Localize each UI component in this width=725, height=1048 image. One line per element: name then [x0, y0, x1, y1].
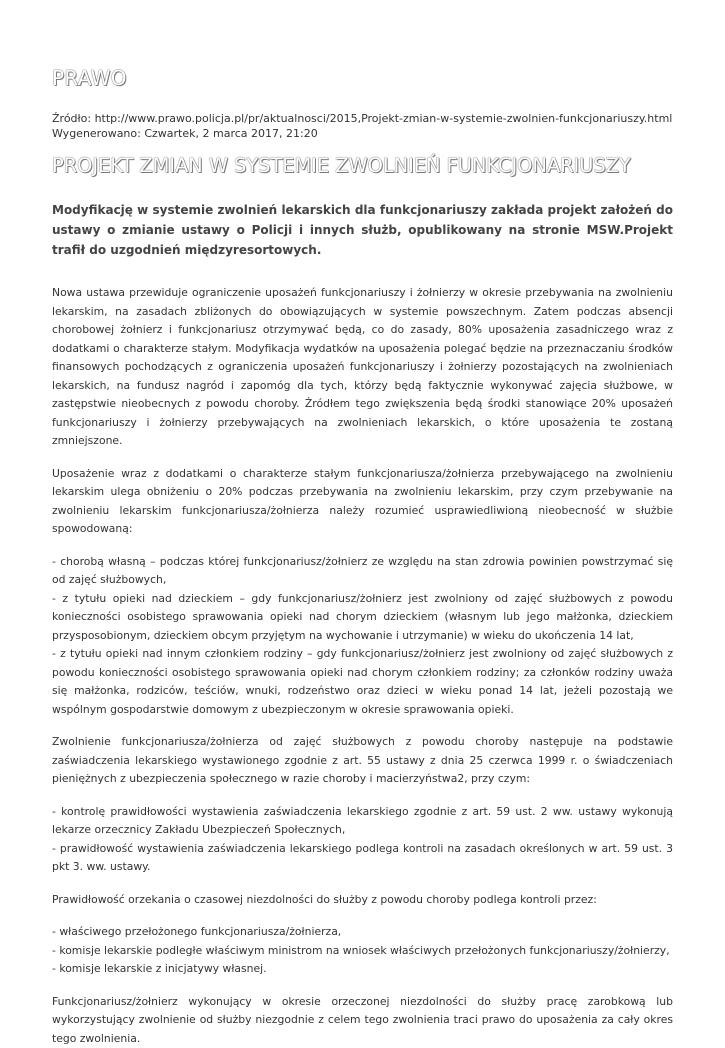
paragraph-4: Prawidłowość orzekania o czasowej niezdolności do służby z powodu choroby podlega kontroli przez: [52, 891, 673, 910]
paragraph-5: Funkcjonariusz/żołnierz wykonujący w okresie orzeczonej niezdolności do służby pracę zarobkową lub wykorzystujący zwolnienie od służby niezgodnie z celem tego zwolnienia traci prawo do uposażenia za cały okres tego zwolnienia. [52, 993, 673, 1048]
list-item: - chorobą własną – podczas której funkcjonariusz/żołnierz ze względu na stan zdrowia powinien powstrzymać się od zajęć służbowych, [52, 553, 673, 590]
article-lead: Modyfikację w systemie zwolnień lekarskich dla funkcjonariuszy zakłada projekt założeń do ustawy o zmianie ustawy o Policji i innych służb, opublikowany na stronie MSW.Projekt trafił do uzgodnień międzyresortowych. [52, 200, 673, 260]
list-item: - kontrolę prawidłowości wystawienia zaświadczenia lekarskiego zgodnie z art. 59 ust. 2 ww. ustawy wykonują lekarze orzecznicy Zakładu Ubezpieczeń Społecznych, [52, 803, 673, 840]
list-item: - komisje lekarskie podległe właściwym ministrom na wniosek właściwych przełożonych funkcjonariuszy/żołnierzy, [52, 942, 673, 961]
list-item: - z tytułu opieki nad innym członkiem rodziny – gdy funkcjonariusz/żołnierz jest zwolniony od zajęć służbowych z powodu konieczności osobistego sprawowania opieki nad chorym członkiem rodziny; za członków rodziny uważa się małżonka, rodziców, teściów, wnuki, rodzeństwo oraz dzieci w wieku ponad 14 lat, jeżeli pozostają we wspólnym gospodarstwie domowym z ubezpieczonym w okresie sprawowania opieki. [52, 645, 673, 719]
list-absence-causes [52, 553, 673, 720]
article-title: PROJEKT ZMIAN W SYSTEMIE ZWOLNIEŃ FUNKCJONARIUSZY [52, 154, 673, 177]
site-title: PRAWO [52, 0, 673, 90]
list-item: - właściwego przełożonego funkcjonariusza/żołnierza, [52, 923, 673, 942]
list-item: - komisje lekarskie z inicjatywy własnej. [52, 960, 673, 979]
list-item: - prawidłowość wystawienia zaświadczenia lekarskiego podlega kontroli na zasadach określonych w art. 59 ust. 3 pkt 3. ww. ustawy. [52, 840, 673, 877]
list-controllers [52, 923, 673, 979]
generated-date: Wygenerowano: Czwartek, 2 marca 2017, 21:20 [52, 126, 673, 141]
source-meta [52, 111, 673, 141]
paragraph-2: Uposażenie wraz z dodatkami o charakterze stałym funkcjonariusza/żołnierza przebywającego na zwolnieniu lekarskim ulega obniżeniu o 20% podczas przebywania na zwolnieniu lekarskim, przy czym przebywanie na zwolnieniu lekarskim funkcjonariusza/żołnierza należy rozumieć usprawiedliwioną nieobecność w służbie spowodowaną: [52, 465, 673, 539]
paragraph-3: Zwolnienie funkcjonariusza/żołnierza od zajęć służbowych z powodu choroby następuje na podstawie zaświadczenia lekarskiego wystawionego zgodnie z art. 55 ustawy z dnia 25 czerwca 1999 r. o świadczeniach pieniężnych z ubezpieczenia społecznego w razie choroby i macierzyństwa2, przy czym: [52, 733, 673, 789]
list-control-rules [52, 803, 673, 877]
paragraph-1: Nowa ustawa przewiduje ograniczenie uposażeń funkcjonariuszy i żołnierzy w okresie przebywania na zwolnieniu lekarskim, na zasadach zbliżonych do obowiązujących w systemie powszechnym. Zatem podczas absencji chorobowej żołnierz i funkcjonariusz otrzymywać będą, co do zasady, 80% uposażenia zasadniczego wraz z dodatkami o charakterze stałym. Modyfikacja wydatków na uposażenia polegać będzie na przeznaczaniu środków finansowych pochodzących z ograniczenia uposażeń funkcjonariuszy i żołnierzy pozostających na zwolnieniach lekarskich, na fundusz nagród i zapomóg dla tych, którzy będą faktycznie wykonywać zajęcia służbowe, w zastępstwie nieobecnych z powodu choroby. Źródłem tego zwiększenia będą środki stanowiące 20% uposażeń funkcjonariuszy i żołnierzy przebywających na zwolnieniach lekarskich, o które uposażenia te zostaną zmniejszone. [52, 284, 673, 451]
list-item: - z tytułu opieki nad dzieckiem – gdy funkcjonariusz/żołnierz jest zwolniony od zajęć służbowych z powodu konieczności osobistego sprawowania opieki nad chorym dzieckiem (własnym lub jego małżonka, dzieckiem przysposobionym, dzieckiem obcym przyjętym na wychowanie i utrzymanie) w wieku do ukończenia 14 lat, [52, 590, 673, 646]
source-url: Źródło: http://www.prawo.policja.pl/pr/aktualnosci/2015,Projekt-zmian-w-systemie-zwolnien-funkcjonariuszy.html [52, 111, 673, 126]
article-body [52, 284, 673, 1048]
